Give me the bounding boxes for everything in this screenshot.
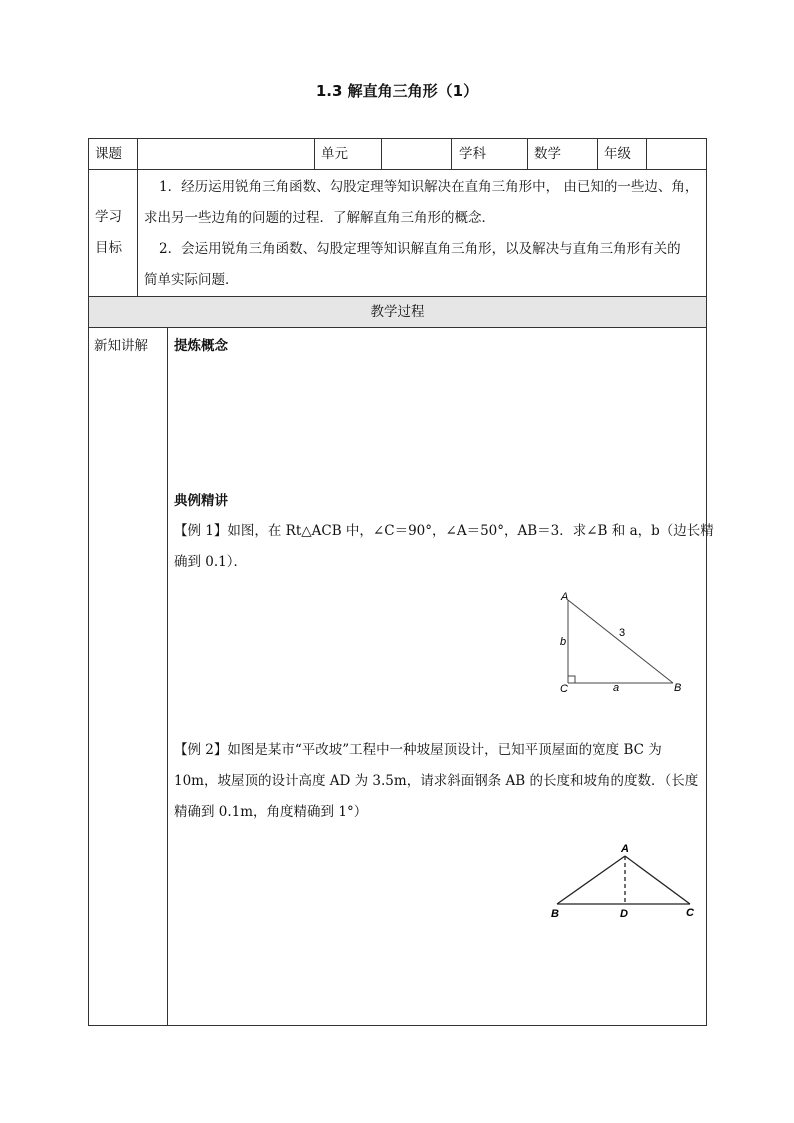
- vertex-b-label: B: [674, 682, 682, 694]
- goals-label-line1: 学习: [95, 209, 122, 225]
- vertex-a-label: A: [561, 591, 569, 603]
- vertex-c-label: C: [686, 907, 694, 919]
- goals-label-cell: [88, 169, 138, 297]
- course-label: 课题: [95, 146, 122, 162]
- section-label: 新知讲解: [94, 338, 148, 354]
- side-hyp-label: 3: [619, 627, 626, 639]
- goal-1-line2: 求出另一些边角的问题的过程．了解解直角三角形的概念．: [144, 210, 495, 226]
- unit-label: 单元: [321, 146, 348, 162]
- grade-label: 年级: [604, 146, 631, 162]
- example-2-line2: 10m，坡屋顶的设计高度 AD 为 3.5m，请求斜面钢条 AB 的长度和坡角的度数．（长度: [174, 773, 699, 789]
- example-1-line2: 确到 0.1）．: [174, 554, 248, 570]
- section-label-cell: [88, 327, 168, 1026]
- subject-label: 学科: [459, 146, 486, 162]
- side-ba: [557, 856, 625, 904]
- side-a-label: a: [613, 682, 620, 694]
- examples-heading: 典例精讲: [174, 493, 228, 509]
- vertex-d-label: D: [620, 908, 628, 920]
- vertex-b-label: B: [551, 908, 559, 920]
- figure-1-right-triangle: [555, 588, 690, 698]
- vertex-c-label: C: [560, 683, 568, 695]
- subject-value: 数学: [534, 146, 561, 162]
- example-1-line1: 【例 1】如图，在 Rt△ACB 中，∠C＝90°，∠A＝50°，AB＝3．求∠B 和 a，b（边长精: [174, 523, 714, 539]
- side-b-label: b: [560, 636, 567, 648]
- right-angle-mark: [568, 676, 575, 683]
- concept-heading: 提炼概念: [174, 338, 228, 354]
- unit-value-cell: [381, 138, 452, 170]
- figure-2-roof-triangle: [545, 838, 705, 928]
- vertex-a-label: A: [621, 843, 629, 855]
- side-ac: [625, 856, 690, 904]
- example-2-line1: 【例 2】如图是某市“平改坡”工程中一种坡屋顶设计，已知平顶屋面的宽度 BC 为: [174, 742, 662, 758]
- goals-label-line2: 目标: [95, 240, 122, 256]
- goal-1-line1: 1．经历运用锐角三角函数、勾股定理等知识解决在直角三角形中， 由已知的一些边、角，: [159, 179, 699, 195]
- example-2-line3: 精确到 0.1m，角度精确到 1°）: [174, 804, 368, 820]
- goal-2-line1: 2．会运用锐角三角函数、勾股定理等知识解直角三角形，以及解决与直角三角形有关的: [159, 241, 681, 257]
- goal-2-line2: 简单实际问题．: [144, 272, 239, 288]
- course-value-cell: [137, 138, 315, 170]
- side-ab: [568, 600, 673, 683]
- page-title: 1.3 解直角三角形（1）: [315, 82, 479, 100]
- process-header: 教学过程: [370, 304, 425, 320]
- grade-value-cell: [646, 138, 707, 170]
